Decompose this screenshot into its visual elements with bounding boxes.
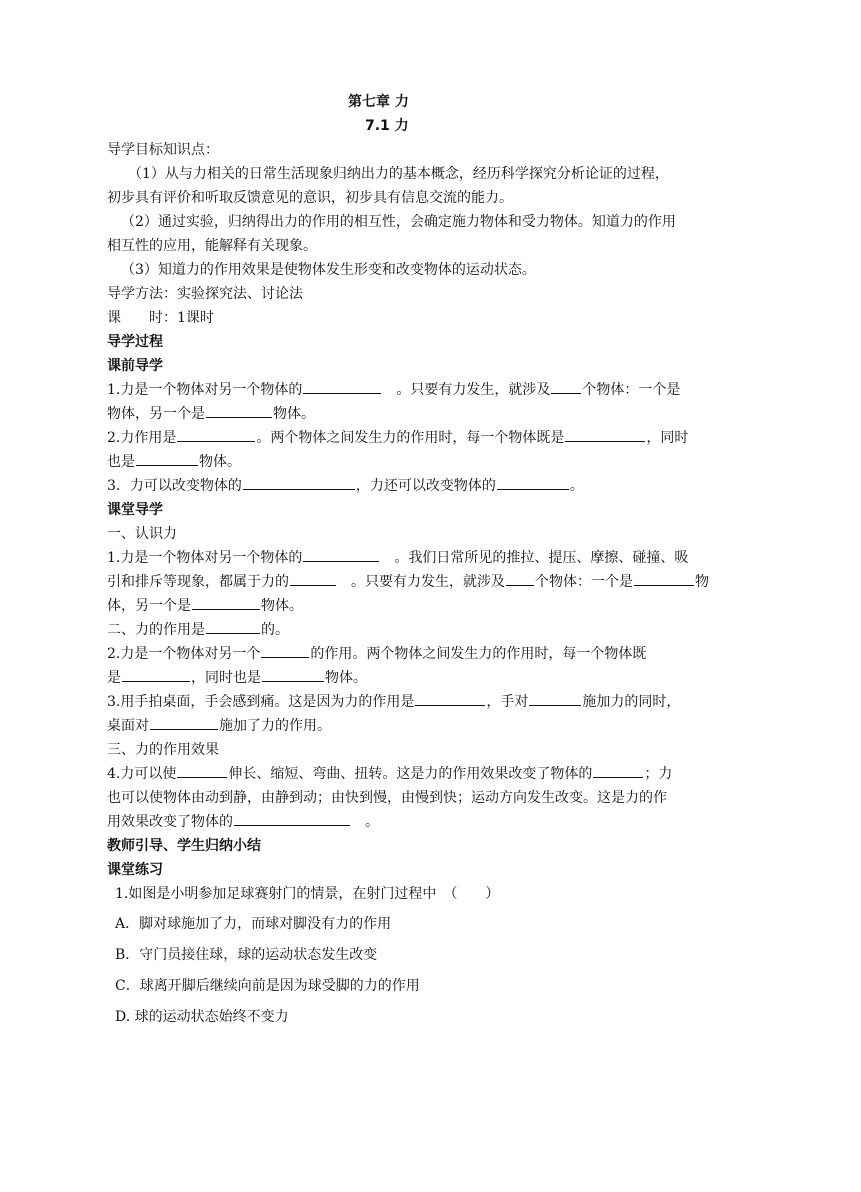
- s1-q1-line-2: [107, 570, 757, 594]
- answer-blank[interactable]: [262, 667, 324, 682]
- option-b[interactable]: B．守门员接住球，球的运动状态发生改变: [115, 947, 378, 963]
- answer-blank[interactable]: [415, 691, 485, 706]
- answer-blank[interactable]: [303, 547, 379, 562]
- pre-q3-text-c: 。: [569, 478, 584, 494]
- option-d[interactable]: D. 球的运动状态始终不变力: [115, 1009, 289, 1025]
- pre-q2-text-a: 2.力作用是: [107, 430, 177, 446]
- section-2-title: [107, 618, 757, 642]
- s2-q3-line-1: [107, 690, 757, 714]
- pre-q2-line-2: [107, 450, 757, 474]
- s1-text-f: 物: [695, 574, 709, 590]
- s2-q3-text-e: 施加了力的作用。: [219, 718, 331, 734]
- section-title: 7.1 力: [365, 118, 409, 134]
- answer-blank[interactable]: [206, 403, 272, 418]
- s2-q3-text-a: 3.用手拍桌面，手会感到痛。这是因为力的作用是: [107, 694, 415, 710]
- answer-blank[interactable]: [565, 427, 645, 442]
- answer-blank[interactable]: [136, 451, 198, 466]
- s2-title-text-b: 的。: [261, 622, 289, 638]
- answer-blank[interactable]: [122, 667, 190, 682]
- s2-q3-text-d: 桌面对: [107, 718, 149, 734]
- pre-q1-line-1: [107, 378, 757, 402]
- s3-q4-text-e: 。: [365, 814, 379, 830]
- pre-q3-text-a: 3．力可以改变物体的: [107, 478, 242, 494]
- in-class-heading: 课堂导学: [107, 502, 163, 518]
- pre-q1-text-d: 物体，另一个是: [107, 406, 205, 422]
- s2-q3-text-b: ，手对: [486, 694, 529, 710]
- option-a[interactable]: A．脚对球施加了力，而球对脚没有力的作用: [115, 916, 392, 932]
- objectives-title: 导学目标知识点：: [107, 142, 219, 158]
- answer-blank[interactable]: [303, 379, 381, 394]
- answer-blank[interactable]: [177, 763, 227, 778]
- pre-q1-text-b: 。只要有力发生，就涉及: [396, 382, 551, 398]
- answer-blank[interactable]: [551, 379, 581, 394]
- answer-blank[interactable]: [497, 475, 569, 490]
- objective-2-line-1: （2）通过实验，归纳得出力的作用的相互性，会确定施力物体和受力物体。知道力的作用: [121, 214, 676, 230]
- s2-q3-line-2: [107, 714, 757, 738]
- answer-blank[interactable]: [234, 811, 350, 826]
- answer-blank[interactable]: [150, 715, 218, 730]
- s2-q2-line-2: [107, 666, 757, 690]
- s3-q4-line-3: [107, 810, 757, 834]
- answer-blank[interactable]: [529, 691, 581, 706]
- s2-q2-text-c: 是: [107, 670, 121, 686]
- pre-q2-text-d: 也是: [107, 454, 135, 470]
- answer-blank[interactable]: [634, 571, 694, 586]
- process-heading: 导学过程: [107, 334, 163, 350]
- pre-q1-text-c: 个物体：一个是: [582, 382, 681, 398]
- s2-q3-text-c: 施加力的同时，: [582, 694, 681, 710]
- pre-q1-text-e: 物体。: [273, 406, 315, 422]
- s1-text-c: 引和排斥等现象，都属于力的: [107, 574, 289, 590]
- pre-class-heading: 课前导学: [107, 358, 163, 374]
- s3-q4-text-c: ；力: [644, 766, 673, 782]
- answer-blank[interactable]: [192, 595, 260, 610]
- s2-title-text-a: 二、力的作用是: [107, 622, 205, 638]
- s2-q2-text-a: 2.力是一个物体对另一个: [107, 646, 261, 662]
- answer-blank[interactable]: [206, 619, 260, 634]
- option-c[interactable]: C．球离开脚后继续向前是因为球受脚的力的作用: [115, 978, 420, 994]
- answer-blank[interactable]: [177, 427, 255, 442]
- pre-q2-line-1: [107, 426, 757, 450]
- s2-q2-text-d: ，同时也是: [191, 670, 261, 686]
- s3-q4-line-2: 也可以使物体由动到静，由静到动；由快到慢，由慢到快；运动方向发生改变。这是力的作: [107, 790, 667, 806]
- pre-q2-text-e: 物体。: [199, 454, 241, 470]
- exercise-question: 1.如图是小明参加足球赛射门的情景，在射门过程中 （ ）: [115, 886, 500, 902]
- answer-blank[interactable]: [593, 763, 643, 778]
- answer-blank[interactable]: [243, 475, 355, 490]
- s1-q1-line-1: [107, 546, 757, 570]
- method-line: 导学方法：实验探究法、讨论法: [107, 286, 303, 302]
- pre-q3-text-b: ，力还可以改变物体的: [355, 478, 496, 494]
- s1-text-d: 。只要有力发生，就涉及: [351, 574, 505, 590]
- chapter-title: 第七章 力: [348, 94, 409, 110]
- section-3-title: 三、力的作用效果: [107, 742, 219, 758]
- pre-q1-line-2: [107, 402, 757, 426]
- answer-blank[interactable]: [290, 571, 336, 586]
- s3-q4-line-1: [107, 762, 757, 786]
- pre-q1-text-a: 1.力是一个物体对另一个物体的: [107, 382, 303, 398]
- exercise-heading: 课堂练习: [107, 862, 163, 878]
- pre-q2-text-b: 。两个物体之间发生力的作用时，每一个物体既是: [256, 430, 565, 446]
- objective-2-line-2: 相互性的应用，能解释有关现象。: [107, 238, 317, 254]
- period-line: 课 时：1课时: [107, 310, 214, 326]
- answer-blank[interactable]: [261, 643, 309, 658]
- answer-blank[interactable]: [506, 571, 534, 586]
- objective-3: （3）知道力的作用效果是使物体发生形变和改变物体的运动状态。: [121, 262, 536, 278]
- pre-q3-line: [107, 474, 757, 498]
- s1-text-g: 体，另一个是: [107, 598, 191, 614]
- s1-q1-line-3: [107, 594, 757, 618]
- s2-q2-text-e: 物体。: [325, 670, 367, 686]
- objective-1-line-1: （1）从与力相关的日常生活现象归纳出力的基本概念，经历科学探究分析论证的过程，: [128, 166, 669, 182]
- s2-q2-text-b: 的作用。两个物体之间发生力的作用时，每一个物体既: [310, 646, 647, 662]
- s3-q4-text-b: 伸长、缩短、弯曲、扭转。这是力的作用效果改变了物体的: [228, 766, 593, 782]
- summary-heading: 教师引导、学生归纳小结: [107, 838, 261, 854]
- s3-q4-text-a: 4.力可以使: [107, 766, 177, 782]
- pre-q2-text-c: ，同时: [646, 430, 689, 446]
- s1-text-b: 。我们日常所见的推拉、提压、摩擦、碰撞、吸: [394, 550, 689, 566]
- objective-1-line-2: 初步具有评价和听取反馈意见的意识，初步具有信息交流的能力。: [107, 190, 513, 206]
- s2-q2-line-1: [107, 642, 757, 666]
- s1-text-a: 1.力是一个物体对另一个物体的: [107, 550, 303, 566]
- s1-text-e: 个物体：一个是: [535, 574, 633, 590]
- section-1-title: 一、认识力: [107, 526, 177, 542]
- s1-text-h: 物体。: [261, 598, 303, 614]
- s3-q4-text-d: 用效果改变了物体的: [107, 814, 233, 830]
